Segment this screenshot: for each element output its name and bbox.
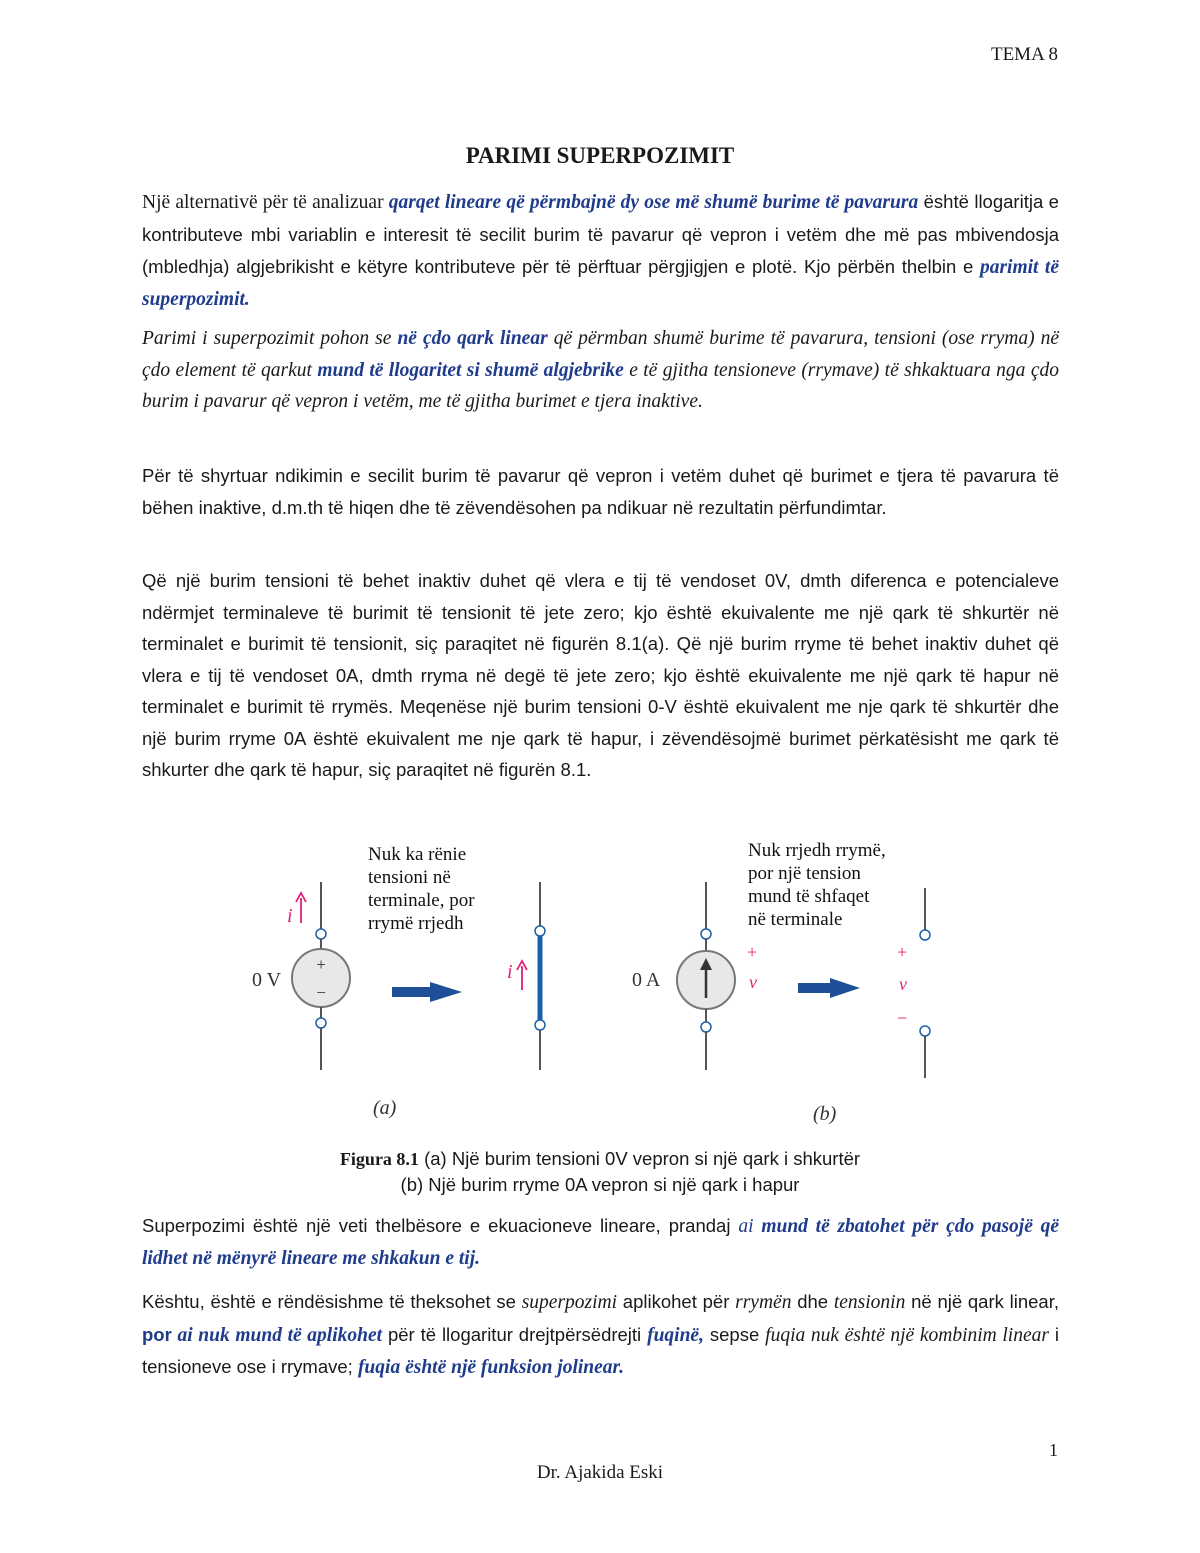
- paragraph-principle: [142, 323, 1059, 431]
- note-line: rrymë rrjedh: [368, 913, 464, 934]
- caption-label: Figura 8.1: [339, 1149, 419, 1169]
- text: i tensioneve ose i rrymave;: [142, 1323, 1059, 1377]
- source-value: 0 V: [252, 969, 282, 991]
- footer-author: Dr. Ajakida Eski: [536, 1462, 664, 1483]
- emphasis: por: [142, 1323, 172, 1345]
- header-label: TEMA 8: [990, 44, 1058, 65]
- text: Një alternativë për të analizuar: [142, 192, 389, 213]
- minus-sign: −: [316, 983, 326, 1002]
- plus-sign: +: [897, 942, 908, 962]
- note-b: [748, 840, 886, 930]
- emphasis: parimit të superpozimit.: [142, 257, 1059, 310]
- paragraph-linearity: [142, 1210, 1059, 1287]
- emphasis: ai: [738, 1216, 754, 1237]
- text: Parimi i superpozimit pohon se: [142, 328, 398, 349]
- terminal: [920, 930, 930, 940]
- terminal: [920, 1026, 930, 1036]
- note-line: por një tension: [748, 863, 861, 884]
- emphasis: superpozimi: [521, 1292, 618, 1313]
- figure-caption-line-1: [0, 1148, 1200, 1170]
- terminal: [701, 929, 711, 939]
- plus-sign: +: [316, 955, 326, 974]
- figure-sub-label: (b): [813, 1103, 837, 1125]
- text: Superpozimi është një veti thelbësore e ekuacioneve lineare, prandaj: [142, 1215, 739, 1236]
- emphasis: fuqia nuk është një kombinim linear: [765, 1324, 1049, 1346]
- terminal: [535, 926, 545, 936]
- text: në një qark linear,: [905, 1291, 1059, 1312]
- note-a: [368, 844, 475, 934]
- emphasis: në çdo qark linear: [397, 328, 548, 349]
- circuit-figure: [230, 830, 990, 1130]
- terminal: [316, 929, 326, 939]
- emphasis: fuqia është një funksion jolinear.: [357, 1357, 624, 1378]
- text: Që një burim tensioni të behet inaktiv duhet që vlera e tij të vendoset 0V, dmth diferenca e potencialeve ndërmjet terminaleve të burimit të tensionit të jete zero; kjo është ekuivalente me një qark të shkurtër në terminalet e burimit të tensionit, siç paraqitet në figurën 8.1(a). Që një burim rryme të behet inaktiv duhet që vlera e tij të vendoset 0A, dmth rryma në degë të jete zero; kjo është ekuivalente me një qark të hapur në terminalet e burimit të rrymës. Meqenëse një burim tensioni 0-V është ekuivalent me nje qark të shkurtër dhe një burim rryme 0A është ekuivalent me nje qark të hapur, i zëvendësojmë burimet përkatësisht me qark të shkurter dhe qark të hapur, siç paraqitet në figurën 8.1.: [142, 570, 1059, 780]
- terminal: [701, 1022, 711, 1032]
- text: është llogaritja e kontributeve mbi variablin e interesit të secilit burim të pavarur që vepron i vetëm dhe më pas mbivendosja (mbledhja) algjebrikisht e këtyre kontributeve për të përftuar përgjigjen e plotë. Kjo përbën thelbin e: [142, 191, 1059, 277]
- caption-text: (a) Një burim tensioni 0V vepron si një qark i shkurtër: [418, 1148, 861, 1169]
- emphasis: tensionin: [833, 1292, 906, 1313]
- note-line: Nuk ka rënie: [368, 844, 467, 865]
- right-arrow-icon: [392, 982, 462, 1002]
- note-line: terminale, por: [368, 890, 475, 911]
- terminal: [316, 1018, 326, 1028]
- text: aplikohet për: [617, 1291, 736, 1312]
- paragraph-inactive: [142, 460, 1059, 536]
- voltage-label: v: [899, 974, 907, 994]
- figure-a: [252, 844, 545, 1119]
- page-title: PARIMI SUPERPOZIMIT: [465, 143, 735, 168]
- right-arrow-icon: [798, 978, 860, 998]
- text: për të llogaritur drejtpërsëdrejti: [382, 1323, 648, 1345]
- emphasis: fuqinë,: [647, 1324, 704, 1346]
- caption-text: (b) Një burim rryme 0A vepron si një qark i hapur: [400, 1174, 800, 1195]
- figure-b: [632, 840, 930, 1125]
- voltage-label: v: [749, 972, 757, 992]
- current-label: i: [507, 961, 513, 983]
- text: sepse: [703, 1323, 766, 1345]
- paragraph-power: [142, 1286, 1059, 1397]
- note-line: në terminale: [748, 909, 843, 930]
- emphasis: mund të zbatohet për çdo pasojë që lidhet në mënyrë lineare me shkakun e tij.: [142, 1216, 1059, 1269]
- page-number: 1: [1049, 1440, 1058, 1460]
- note-line: Nuk rrjedh rrymë,: [748, 840, 886, 861]
- emphasis: ai nuk mund të aplikohet: [171, 1324, 383, 1346]
- text: Kështu, është e rëndësishme të theksohet se: [142, 1291, 522, 1312]
- emphasis: rrymën: [735, 1292, 792, 1313]
- figure-sub-label: (a): [373, 1097, 397, 1119]
- text: Për të shyrtuar ndikimin e secilit burim të pavarur që vepron i vetëm duhet që burimet e tjera të pavarura të bëhen inaktive, d.m.th të hiqen dhe të zëvendësohen pa ndikuar në rezultatin përfundimtar.: [142, 465, 1059, 518]
- emphasis: mund të llogaritet si shumë algjebrike: [317, 359, 624, 381]
- text: që përmban shumë burime të pavarura, tensioni (ose rryma) në çdo element të qarkut: [142, 328, 1059, 381]
- text: dhe: [791, 1291, 834, 1312]
- source-value: 0 A: [632, 969, 661, 991]
- figure-caption-line-2: [0, 1174, 1200, 1196]
- current-label: i: [287, 905, 293, 927]
- note-line: tensioni në: [368, 867, 451, 888]
- note-line: mund të shfaqet: [748, 886, 870, 907]
- minus-sign: −: [897, 1008, 908, 1028]
- paragraph-intro: [142, 186, 1059, 328]
- plus-sign: +: [747, 942, 758, 962]
- emphasis: qarqet lineare që përmbajnë dy ose më shumë burime të pavarura: [388, 192, 919, 213]
- paragraph-sources: [142, 565, 1059, 799]
- text: e të gjitha tensioneve (rrymave) të shkaktuara nga çdo burim i pavarur që vepron i vetëm, me të gjitha burimet e tjera inaktive.: [142, 359, 1059, 412]
- terminal: [535, 1020, 545, 1030]
